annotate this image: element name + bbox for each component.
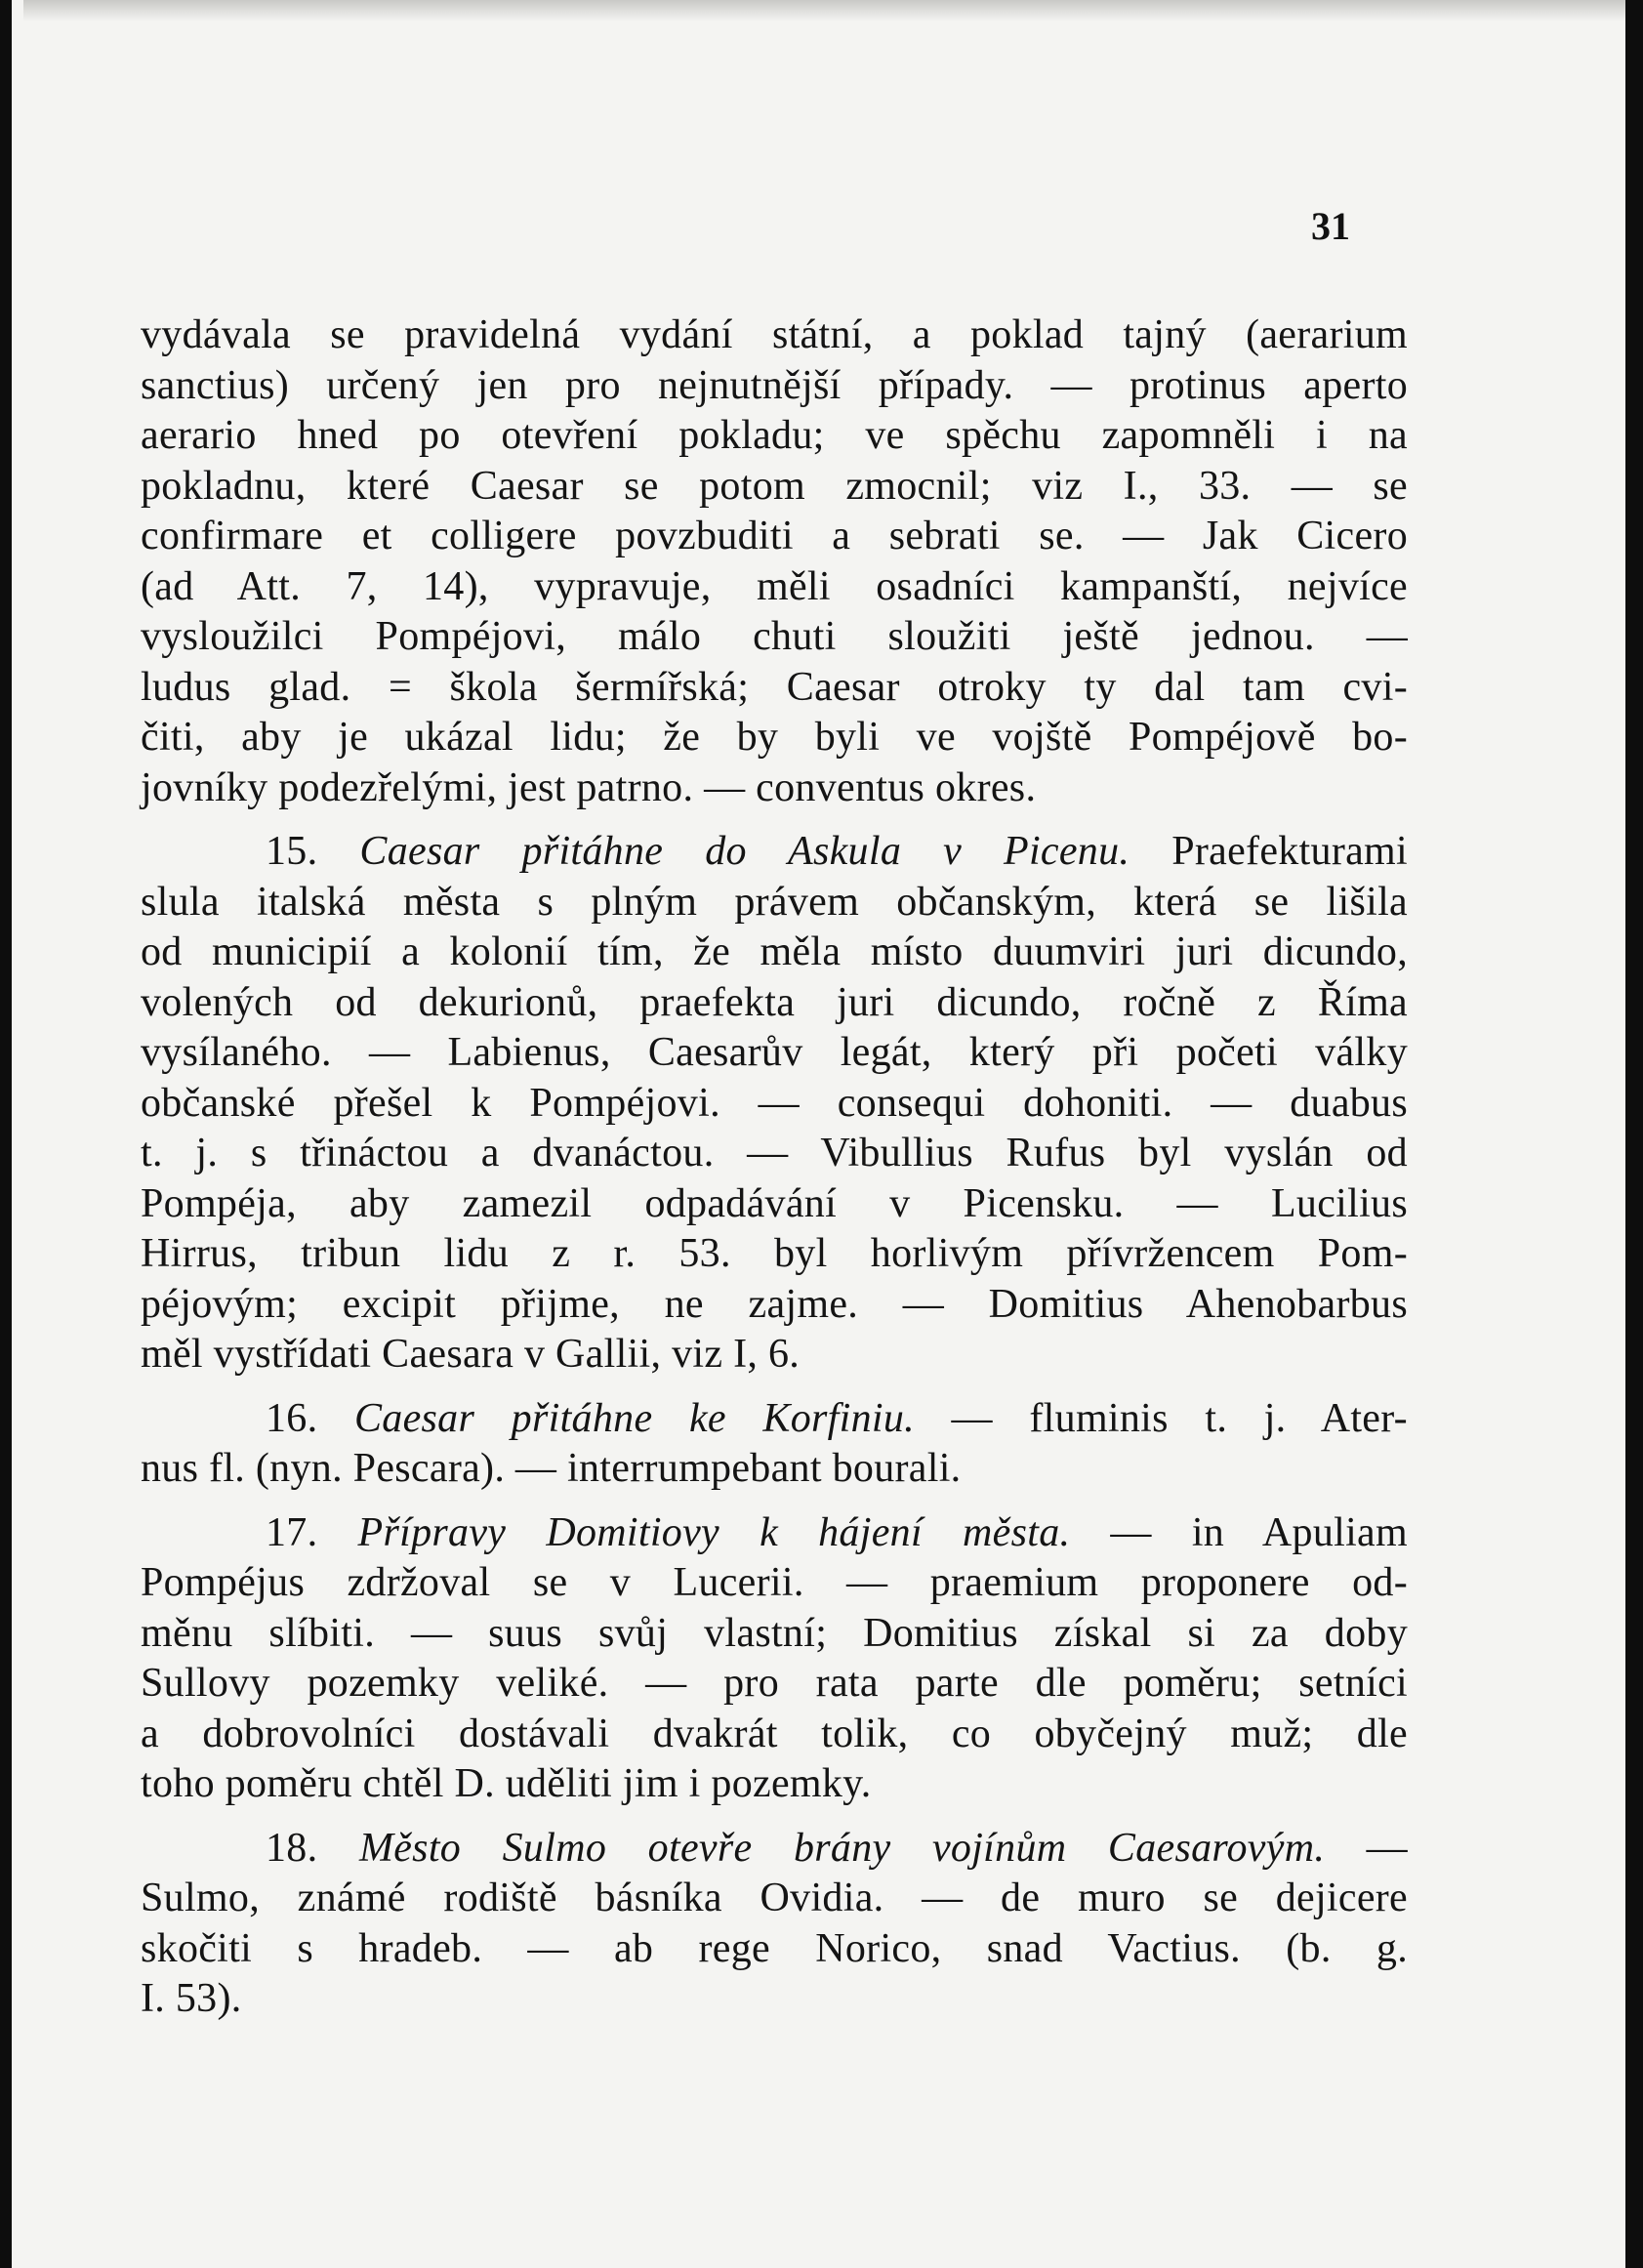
section-number: 15. — [266, 829, 318, 874]
text-fragment: — — [1366, 1825, 1408, 1871]
text-line: vysloužilci Pompéjovi, málo chuti sloužiti ještě jednou. — — [141, 614, 1408, 659]
text-line: Sulmo, známé rodiště básníka Ovidia. — de muro se dejicere — [141, 1876, 1408, 1920]
scan-edge-top — [23, 0, 1625, 21]
text-fragment: Praefekturami — [1171, 829, 1408, 874]
section-heading: Přípravy Domitiovy k hájení města. — [357, 1509, 1071, 1555]
text-line: měl vystřídati Caesara v Gallii, viz I, 6. — [141, 1332, 801, 1377]
text-line: aerario hned po otevření pokladu; ve spěchu zapomněli i na — [141, 413, 1408, 458]
text-line: Sullovy pozemky veliké. — pro rata parte dle poměru; setníci — [141, 1661, 1408, 1706]
text-fragment: — in Apuliam — [1110, 1509, 1408, 1555]
section-number: 18. — [266, 1825, 318, 1871]
paragraph-16 — [141, 1394, 1408, 1495]
text-line: confirmare et colligere povzbuditi a sebrati se. — Jak Cicero — [141, 514, 1408, 558]
text-line: Pompéjus zdržoval se v Lucerii. — praemium proponere od- — [141, 1560, 1408, 1605]
text-fragment: — fluminis t. j. Ater- — [951, 1395, 1408, 1441]
page-number: 31 — [1311, 204, 1350, 248]
text-line: pokladnu, které Caesar se potom zmocnil; viz I., 33. — se — [141, 463, 1408, 509]
text-line: slula italská města s plným právem občanským, která se lišila — [141, 879, 1408, 925]
text-line: vydávala se pravidelná vydání státní, a poklad tajný (aerarium — [141, 312, 1408, 357]
text-line: sanctius) určený jen pro nejnutnější případy. — protinus aperto — [141, 362, 1408, 408]
section-number: 16. — [266, 1395, 318, 1441]
scan-edge-left — [0, 0, 12, 2268]
text-line: ludus glad. = škola šermířská; Caesar otroky ty dal tam cvi- — [141, 664, 1408, 710]
section-heading: Caesar přitáhne ke Korfiniu. — [353, 1395, 915, 1441]
text-line: jovníky podezřelými, jest patrno. — conventus okres. — [141, 764, 1037, 810]
text-block — [141, 310, 1408, 2025]
paragraph-first-line — [141, 1824, 1408, 1875]
section-heading: Město Sulmo otevře brány vojínům Caesarovým. — [358, 1825, 1326, 1871]
paragraph-first-line — [141, 1508, 1408, 1559]
text-line: t. j. s třináctou a dvanáctou. — Vibullius Rufus byl vyslán od — [141, 1131, 1408, 1175]
paragraph-18 — [141, 1824, 1408, 2025]
text-line: měnu slíbiti. — suus svůj vlastní; Domitius získal si za doby — [141, 1610, 1408, 1656]
text-line: skočiti s hradeb. — ab rege Norico, snad Vactius. (b. g. — [141, 1925, 1408, 1971]
text-line: I. 53). — [141, 1976, 242, 2021]
paragraph-continuation — [141, 310, 1408, 813]
text-line: toho poměru chtěl D. uděliti jim i pozemky. — [141, 1761, 872, 1806]
text-line: občanské přešel k Pompéjovi. — consequi dohoniti. — duabus — [141, 1080, 1408, 1126]
paragraph-first-line — [141, 827, 1408, 878]
section-number: 17. — [266, 1509, 318, 1555]
text-line: volených od dekurionů, praefekta juri dicundo, ročně z Říma — [141, 979, 1408, 1025]
text-line: od municipií a kolonií tím, že měla místo duumviri juri dicundo, — [141, 929, 1408, 974]
section-heading: Caesar přitáhne do Askula v Picenu. — [359, 829, 1130, 874]
text-line: nus fl. (nyn. Pescara). — interrumpebant bourali. — [141, 1446, 962, 1491]
scan-edge-right — [1625, 0, 1643, 2268]
text-line: Hirrus, tribun lidu z r. 53. byl horlivým přívržencem Pom- — [141, 1231, 1408, 1276]
text-line: Pompéja, aby zamezil odpadávání v Picensku. — Lucilius — [141, 1180, 1408, 1226]
text-line: a dobrovolníci dostávali dvakrát tolik, co obyčejný muž; dle — [141, 1711, 1408, 1756]
paragraph-15 — [141, 827, 1408, 1381]
paragraph-17 — [141, 1508, 1408, 1810]
text-line: vysílaného. — Labienus, Caesarův legát, který při početi války — [141, 1030, 1408, 1075]
text-line: čiti, aby je ukázal lidu; že by byli ve vojště Pompéjově bo- — [141, 715, 1408, 760]
paragraph-first-line — [141, 1394, 1408, 1445]
book-page — [12, 0, 1625, 2268]
text-line: péjovým; excipit přijme, ne zajme. — Domitius Ahenobarbus — [141, 1281, 1408, 1327]
text-line: (ad Att. 7, 14), vypravuje, měli osadníci kampanští, nejvíce — [141, 563, 1408, 609]
